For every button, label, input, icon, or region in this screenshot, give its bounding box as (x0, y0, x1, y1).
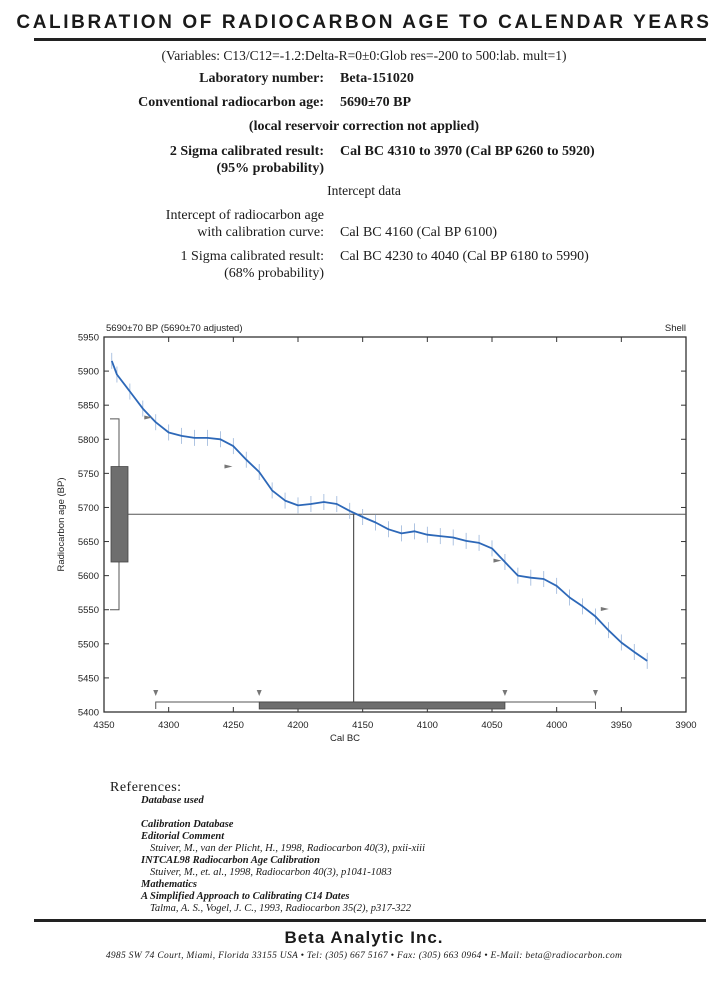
intercept-label-line1: Intercept of radiocarbon age (165, 208, 324, 223)
references-heading: References: (110, 780, 182, 795)
x-tick-label: 3950 (610, 720, 632, 731)
y-tick-label: 5700 (77, 502, 99, 514)
two-sigma-value: Cal BC 4310 to 3970 (Cal BP 6260 to 5920) (340, 144, 595, 159)
x-tick-label: 4100 (416, 720, 438, 731)
y-tick-label: 5950 (77, 332, 99, 344)
lab-number-label: Laboratory number: (199, 71, 324, 86)
y-tick-label: 5500 (77, 639, 99, 651)
reference-citation: Stuiver, M., van der Plicht, H., 1998, Radiocarbon 40(3), pxii-xiii (150, 843, 425, 854)
reference-entry: Calibration Database (141, 819, 234, 830)
y-tick-label: 5750 (77, 468, 99, 480)
reference-citation: Stuiver, M., et. al., 1998, Radiocarbon 40(3), p1041-1083 (150, 867, 392, 878)
one-sigma-probability: (68% probability) (224, 266, 324, 281)
range-marker (153, 690, 158, 696)
x-tick-label: 4200 (287, 720, 309, 731)
y-tick-label: 5600 (77, 571, 99, 583)
one-sigma-value: Cal BC 4230 to 4040 (Cal BP 6180 to 5990) (340, 249, 589, 264)
x-tick-label: 4350 (93, 720, 115, 731)
y-axis-label: Radiocarbon age (BP) (56, 477, 67, 572)
y-tick-label: 5400 (77, 707, 99, 719)
variables-line: (Variables: C13/C12=-1.2:Delta-R=0±0:Glob res=-200 to 500:lab. mult=1) (161, 48, 567, 63)
x-tick-label: 3900 (675, 720, 697, 731)
x-tick-label: 4150 (352, 720, 374, 731)
calibration-curve (112, 361, 647, 661)
y-tick-label: 5450 (77, 673, 99, 685)
reference-citation: Talma, A. S., Vogel, J. C., 1993, Radiocarbon 35(2), p317-322 (150, 903, 412, 914)
header-rule (34, 38, 706, 41)
y-tick-label: 5550 (77, 605, 99, 617)
chart-title: 5690±70 BP (5690±70 adjusted) (106, 323, 243, 334)
intercept-heading: Intercept data (327, 183, 401, 198)
curve-marker (493, 559, 501, 563)
conv-age-label: Conventional radiocarbon age: (138, 95, 324, 110)
reference-entry: Editorial Comment (141, 831, 225, 842)
y-tick-label: 5850 (77, 400, 99, 412)
conv-age-value: 5690±70 BP (340, 95, 412, 110)
curve-marker (601, 607, 609, 611)
two-sigma-probability: (95% probability) (216, 161, 324, 176)
chart-corner-label: Shell (664, 323, 686, 334)
company-name: Beta Analytic Inc. (284, 928, 444, 947)
plot-frame (104, 337, 686, 712)
y-tick-label: 5900 (77, 366, 99, 378)
range-marker (502, 690, 507, 696)
intercept-label-line2: with calibration curve: (197, 225, 324, 240)
y-tick-label: 5650 (77, 537, 99, 549)
page-title: CALIBRATION OF RADIOCARBON AGE TO CALENDAR YEARS (16, 12, 712, 33)
intercept-value: Cal BC 4160 (Cal BP 6100) (340, 225, 497, 240)
reference-entry: Mathematics (141, 879, 198, 890)
curve-marker (224, 465, 232, 469)
local-reservoir-note: (local reservoir correction not applied) (248, 119, 480, 134)
x-tick-label: 4300 (158, 720, 180, 731)
y-tick-label: 5800 (77, 434, 99, 446)
one-sigma-age-bar (111, 467, 128, 562)
reference-entry: A Simplified Approach to Calibrating C14 Dates (141, 891, 350, 902)
reference-entry: Database used (141, 795, 204, 806)
x-tick-label: 4000 (546, 720, 568, 731)
calibration-chart (0, 315, 728, 755)
range-marker (593, 690, 598, 696)
footer-rule (34, 919, 706, 922)
lab-number-value: Beta-151020 (340, 71, 414, 86)
range-marker (257, 690, 262, 696)
one-sigma-cal-bar (259, 702, 505, 709)
x-axis-label: Cal BC (329, 733, 361, 744)
one-sigma-label: 1 Sigma calibrated result: (180, 249, 324, 264)
x-tick-label: 4050 (481, 720, 503, 731)
reference-entry: INTCAL98 Radiocarbon Age Calibration (141, 855, 321, 866)
company-address: 4985 SW 74 Court, Miami, Florida 33155 USA • Tel: (305) 667 5167 • Fax: (305) 663 0964 • E-Mail: beta@radiocarbon.com (105, 951, 623, 961)
two-sigma-label: 2 Sigma calibrated result: (169, 144, 324, 159)
x-tick-label: 4250 (222, 720, 244, 731)
